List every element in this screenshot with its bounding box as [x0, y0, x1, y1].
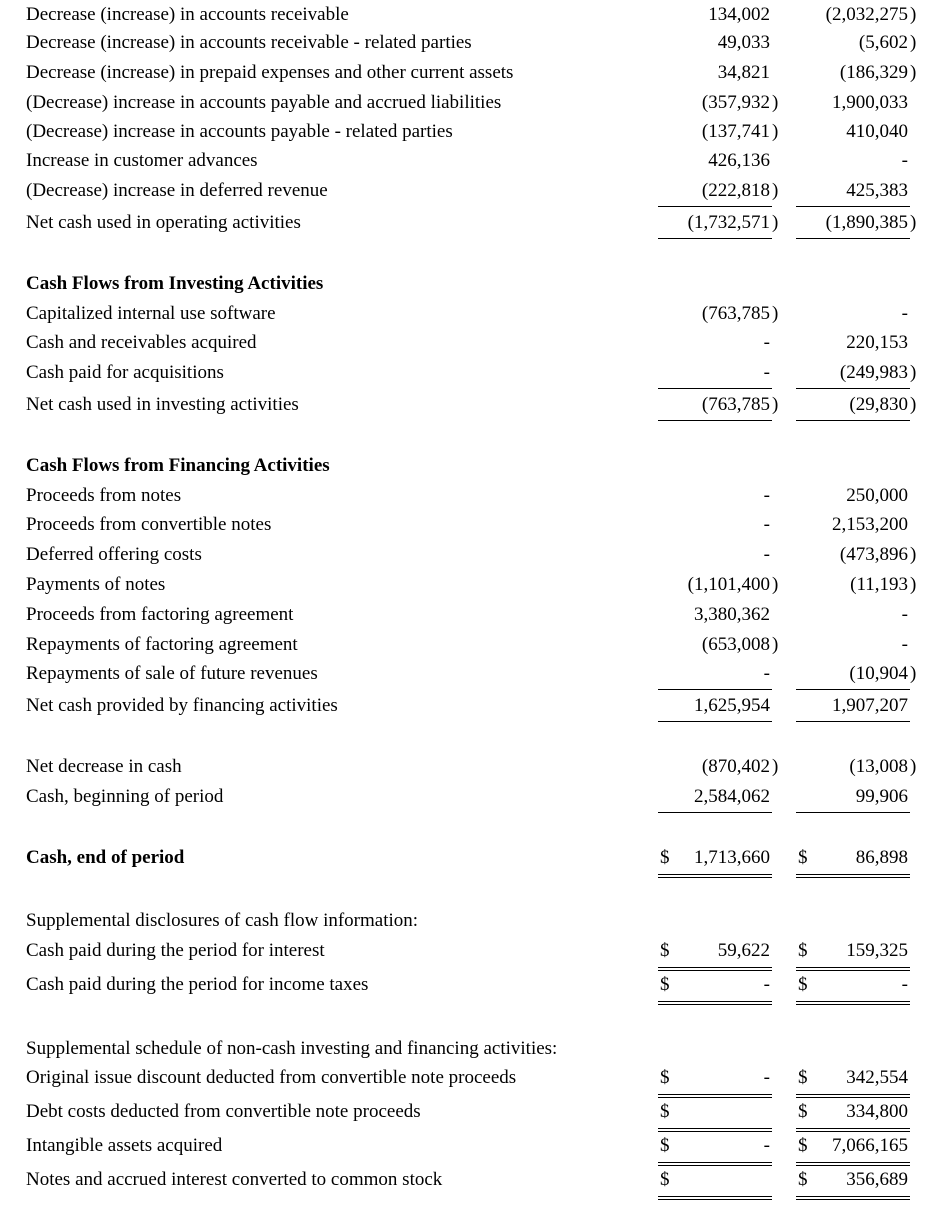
section-heading-row [0, 451, 942, 481]
prior-period-value: (186,329 ) [839, 62, 917, 83]
table-row [0, 328, 942, 358]
table-row [0, 358, 942, 388]
current-period-value: (357,932 ) [701, 92, 779, 113]
current-period-value: $ - [658, 1063, 772, 1093]
prior-period-value: 2,153,200 [832, 514, 908, 535]
prior-period-value: 410,040 [846, 121, 908, 142]
row-label: (Decrease) increase in accounts payable and accrued liabilities [26, 92, 502, 113]
current-period-value: $ - [658, 970, 772, 1000]
section-heading-row [0, 269, 942, 299]
table-row [0, 299, 942, 329]
row-label: Capitalized internal use software [26, 303, 276, 324]
row-label: Cash, beginning of period [26, 786, 224, 807]
row-label: Net cash used in operating activities [26, 212, 301, 233]
table-row [0, 659, 942, 689]
current-period-value: (763,785 ) [658, 390, 772, 421]
table-row [0, 58, 942, 88]
prior-period-value: (29,830 ) [796, 390, 910, 421]
current-period-value: (137,741 ) [701, 121, 779, 142]
table-row [0, 1063, 942, 1093]
current-period-value: - [763, 544, 770, 565]
row-label: Proceeds from notes [26, 485, 182, 506]
current-period-value: 34,821 [717, 62, 770, 83]
current-period-value: $ [658, 1097, 772, 1127]
current-period-value: (763,785 ) [701, 303, 779, 324]
row-label: Cash paid during the period for interest [26, 940, 325, 961]
current-period-value: - [763, 514, 770, 535]
prior-period-value: 250,000 [846, 485, 908, 506]
row-label: Decrease (increase) in prepaid expenses and other current assets [26, 62, 514, 83]
prior-period-value: $ 159,325 [796, 936, 910, 966]
table-row [0, 28, 942, 58]
row-label: Original issue discount deducted from convertible note proceeds [26, 1067, 517, 1088]
table-row [0, 752, 942, 782]
current-period-value: 134,002 [708, 4, 770, 25]
prior-period-value: (1,890,385 ) [796, 208, 910, 239]
row-label: (Decrease) increase in deferred revenue [26, 180, 328, 201]
current-period-value: $ 1,713,660 [658, 843, 772, 873]
row-label: Decrease (increase) in accounts receivable - related parties [26, 32, 472, 53]
subtotal-row [0, 390, 942, 420]
current-period-value: (1,101,400 ) [687, 574, 779, 595]
current-period-value: 1,625,954 [658, 691, 772, 722]
prior-period-value: $ 342,554 [796, 1063, 910, 1093]
row-label: (Decrease) increase in accounts payable - related parties [26, 121, 453, 142]
section-heading: Supplemental disclosures of cash flow information: [26, 910, 419, 931]
section-heading-row [0, 1034, 942, 1064]
current-period-value: 3,380,362 [694, 604, 770, 625]
table-row [0, 936, 942, 966]
prior-period-value: (10,904 ) [796, 659, 910, 690]
current-period-value: $ - [658, 1131, 772, 1161]
row-label: Repayments of factoring agreement [26, 634, 298, 655]
prior-period-value: (2,032,275 ) [825, 4, 917, 25]
prior-period-value: (11,193 ) [850, 574, 917, 595]
table-row [0, 630, 942, 660]
current-period-value: - [658, 358, 772, 389]
table-row [0, 970, 942, 1000]
table-row [0, 600, 942, 630]
prior-period-value: - [901, 604, 908, 625]
current-period-value: - [763, 332, 770, 353]
subtotal-row [0, 691, 942, 721]
section-heading: Cash Flows from Investing Activities [26, 273, 324, 294]
prior-period-value: 1,900,033 [832, 92, 908, 113]
row-label: Repayments of sale of future revenues [26, 663, 318, 684]
row-label: Increase in customer advances [26, 150, 258, 171]
row-label: Debt costs deducted from convertible note proceeds [26, 1101, 421, 1122]
row-label: Net cash provided by financing activities [26, 695, 338, 716]
current-period-value: 426,136 [708, 150, 770, 171]
table-row [0, 0, 942, 30]
prior-period-value: - [901, 303, 908, 324]
table-row [0, 117, 942, 147]
prior-period-value: 220,153 [846, 332, 908, 353]
prior-period-value: (13,008 ) [849, 756, 917, 777]
row-label: Decrease (increase) in accounts receivable [26, 4, 349, 25]
row-label: Cash paid for acquisitions [26, 362, 224, 383]
prior-period-value: 425,383 [796, 176, 910, 207]
row-label: Proceeds from factoring agreement [26, 604, 294, 625]
prior-period-value: $ 356,689 [796, 1165, 910, 1195]
total-row [0, 843, 942, 873]
prior-period-value: (5,602 ) [858, 32, 917, 53]
table-row [0, 570, 942, 600]
current-period-value: (870,402 ) [701, 756, 779, 777]
table-row [0, 1131, 942, 1161]
prior-period-value: $ - [796, 970, 910, 1000]
row-label: Payments of notes [26, 574, 166, 595]
prior-period-value: (249,983 ) [796, 358, 910, 389]
current-period-value: (222,818 ) [658, 176, 772, 207]
table-row [0, 782, 942, 812]
table-row [0, 481, 942, 511]
prior-period-value: 1,907,207 [796, 691, 910, 722]
table-row [0, 88, 942, 118]
prior-period-value: - [901, 634, 908, 655]
prior-period-value: - [901, 150, 908, 171]
prior-period-value: $ 86,898 [796, 843, 910, 873]
row-label: Proceeds from convertible notes [26, 514, 272, 535]
current-period-value: 49,033 [717, 32, 770, 53]
current-period-value: (1,732,571 ) [658, 208, 772, 239]
row-label: Deferred offering costs [26, 544, 202, 565]
prior-period-value: (473,896 ) [839, 544, 917, 565]
current-period-value: $ [658, 1165, 772, 1195]
section-heading-row [0, 906, 942, 936]
row-label: Intangible assets acquired [26, 1135, 223, 1156]
row-label: Cash, end of period [26, 847, 185, 868]
prior-period-value: $ 7,066,165 [796, 1131, 910, 1161]
table-row [0, 540, 942, 570]
table-row [0, 1097, 942, 1127]
current-period-value: 2,584,062 [658, 782, 772, 813]
row-label: Notes and accrued interest converted to common stock [26, 1169, 443, 1190]
section-heading: Cash Flows from Financing Activities [26, 455, 330, 476]
row-label: Cash and receivables acquired [26, 332, 257, 353]
row-label: Net cash used in investing activities [26, 394, 299, 415]
prior-period-value: $ 334,800 [796, 1097, 910, 1127]
current-period-value: - [763, 485, 770, 506]
current-period-value: (653,008 ) [701, 634, 779, 655]
row-label: Cash paid during the period for income taxes [26, 974, 369, 995]
table-row [0, 1165, 942, 1195]
current-period-value: $ 59,622 [658, 936, 772, 966]
table-row [0, 510, 942, 540]
prior-period-value: 99,906 [796, 782, 910, 813]
section-heading: Supplemental schedule of non-cash investing and financing activities: [26, 1038, 558, 1059]
current-period-value: - [658, 659, 772, 690]
table-row [0, 176, 942, 206]
subtotal-row [0, 208, 942, 238]
row-label: Net decrease in cash [26, 756, 182, 777]
table-row [0, 146, 942, 176]
